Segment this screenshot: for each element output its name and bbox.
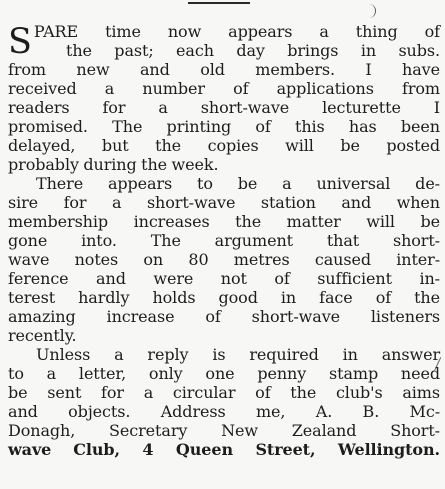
column-separator-rule: [188, 2, 250, 4]
text-line: terest hardly holds good in face of the: [8, 288, 440, 307]
text-line: promised. The printing of this has been: [8, 117, 440, 136]
text-line: There appears to be a universal de-: [36, 174, 440, 193]
paragraph-1: [8, 22, 440, 174]
text-line: recently.: [8, 326, 77, 345]
text-line: from new and old members. I have: [8, 60, 440, 79]
drop-cap: S: [8, 22, 32, 62]
text-line: [8, 22, 440, 41]
text-line: Donagh, Secretary New Zealand Short-: [8, 421, 440, 440]
text-line: amazing increase of short-wave listeners: [8, 307, 440, 326]
text-line: [8, 440, 440, 459]
address-plain: wave: [8, 440, 52, 459]
text-line: delayed, but the copies will be posted: [8, 136, 440, 155]
text-line: ference and were not of sufficient in-: [8, 269, 440, 288]
text-line: wave notes on 80 metres caused inter-: [8, 250, 440, 269]
paragraph-3: [8, 345, 440, 459]
text-line: readers for a short-wave lecturette I: [8, 98, 440, 117]
text-line: membership increases the matter will be: [8, 212, 440, 231]
text-line: and objects. Address me, A. B. Mc-: [8, 402, 440, 421]
article-body: [8, 22, 440, 459]
text-line: to a letter, only one penny stamp need: [8, 364, 440, 383]
margin-pencil-mark: [369, 4, 376, 18]
text-line: be sent for a circular of the club's aims: [8, 383, 440, 402]
address-bold: Club, 4 Queen Street, Wellington.: [73, 440, 440, 459]
text-line: probably during the week.: [8, 155, 219, 174]
text-line: received a number of applications from: [8, 79, 440, 98]
text-line: the past; each day brings in subs.: [66, 41, 440, 60]
text-line-fragment: time now appears a thing of: [78, 22, 440, 41]
text-line: sire for a short-wave station and when: [8, 193, 440, 212]
text-line: Unless a reply is required in answer: [36, 345, 440, 364]
paragraph-2: [8, 174, 440, 345]
opening-caps: PARE: [33, 22, 79, 41]
text-line: gone into. The argument that short-: [8, 231, 440, 250]
